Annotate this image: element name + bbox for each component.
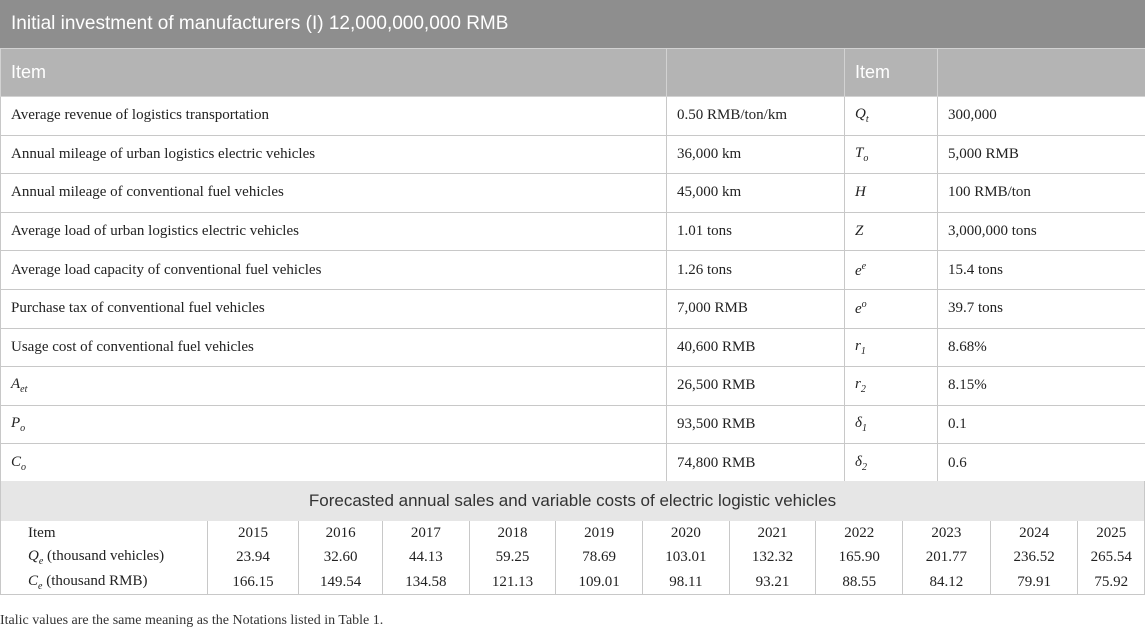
row-symbol: $T_o$ [845, 135, 938, 174]
forecast-ce-cell: 149.54 [299, 570, 383, 595]
forecast-year-cell: 2018 [469, 521, 556, 546]
row-symbol: $r_2$ [845, 367, 938, 406]
row-symbol: $e^e$ [845, 251, 938, 290]
parameters-table [0, 48, 1145, 483]
row-symbol: $e^o$ [845, 289, 938, 328]
row-item: Average load of urban logistics electric vehicles [1, 212, 667, 251]
table-row [1, 212, 1145, 251]
row-symbol-value: 100 RMB/ton [938, 174, 1145, 213]
forecast-qe-cell: 236.52 [990, 546, 1078, 571]
row-item: Average load capacity of conventional fuel vehicles [1, 251, 667, 290]
row-symbol-value: 8.15% [938, 367, 1145, 406]
row-symbol: $r_1$ [845, 328, 938, 367]
row-symbol-value: 0.1 [938, 405, 1145, 444]
row-symbol-value: 0.6 [938, 444, 1145, 483]
forecast-qe-cell: 201.77 [903, 546, 991, 571]
row-symbol-value: 8.68% [938, 328, 1145, 367]
forecast-item-label: Item [1, 521, 208, 546]
forecast-year-cell: 2019 [556, 521, 643, 546]
forecast-qe-cell: 132.32 [729, 546, 816, 571]
forecast-year-cell: 2015 [207, 521, 299, 546]
forecast-ce-cell: 79.91 [990, 570, 1078, 595]
forecast-ce-cell: 88.55 [816, 570, 903, 595]
row-value: 1.26 tons [667, 251, 845, 290]
forecast-ce-cell: 75.92 [1078, 570, 1145, 595]
table-row [1, 328, 1145, 367]
forecast-year-cell: 2023 [903, 521, 991, 546]
forecast-ce-cell: 84.12 [903, 570, 991, 595]
row-symbol: $Q_t$ [845, 97, 938, 136]
forecast-qe-label: $Q_e$ (thousand vehicles) [1, 546, 208, 571]
row-item: Purchase tax of conventional fuel vehicles [1, 289, 667, 328]
footnote: Italic values are the same meaning as the Notations listed in Table 1. [0, 613, 384, 628]
forecast-qe-cell: 78.69 [556, 546, 643, 571]
forecast-qe-row [1, 546, 1145, 571]
table-row [1, 174, 1145, 213]
table-row [1, 405, 1145, 444]
forecast-year-cell: 2016 [299, 521, 383, 546]
forecast-qe-cell: 32.60 [299, 546, 383, 571]
row-symbol-value: 5,000 RMB [938, 135, 1145, 174]
row-symbol: $\delta_2$ [845, 444, 938, 483]
forecast-year-cell: 2020 [643, 521, 730, 546]
forecast-year-cell: 2025 [1078, 521, 1145, 546]
forecast-qe-cell: 265.54 [1078, 546, 1145, 571]
row-value: 93,500 RMB [667, 405, 845, 444]
header-item-2: Item [845, 49, 938, 97]
forecast-year-cell: 2017 [383, 521, 470, 546]
header-item: Item [1, 49, 667, 97]
row-value: 45,000 km [667, 174, 845, 213]
row-symbol: Z [845, 212, 938, 251]
table-row [1, 135, 1145, 174]
row-value: 1.01 tons [667, 212, 845, 251]
row-symbol: $\delta_1$ [845, 405, 938, 444]
forecast-qe-cell: 23.94 [207, 546, 299, 571]
forecast-qe-cell: 165.90 [816, 546, 903, 571]
row-item: Annual mileage of conventional fuel vehicles [1, 174, 667, 213]
forecast-ce-cell: 134.58 [383, 570, 470, 595]
table-title: Initial investment of manufacturers (I) 12,000,000,000 RMB [0, 0, 1145, 48]
forecast-year-cell: 2024 [990, 521, 1078, 546]
table-row [1, 444, 1145, 483]
forecast-ce-cell: 93.21 [729, 570, 816, 595]
forecast-qe-cell: 103.01 [643, 546, 730, 571]
forecast-title: Forecasted annual sales and variable costs of electric logistic vehicles [0, 481, 1145, 521]
row-value: 26,500 RMB [667, 367, 845, 406]
forecast-qe-cell: 44.13 [383, 546, 470, 571]
row-symbol-value: 39.7 tons [938, 289, 1145, 328]
forecast-year-cell: 2021 [729, 521, 816, 546]
row-symbol-value: 3,000,000 tons [938, 212, 1145, 251]
row-item: Annual mileage of urban logistics electric vehicles [1, 135, 667, 174]
forecast-ce-cell: 166.15 [207, 570, 299, 595]
forecast-ce-row [1, 570, 1145, 595]
forecast-ce-label: $C_e$ (thousand RMB) [1, 570, 208, 595]
header-value [667, 49, 845, 97]
row-item: $C_o$ [1, 444, 667, 483]
row-item: Usage cost of conventional fuel vehicles [1, 328, 667, 367]
row-symbol-value: 300,000 [938, 97, 1145, 136]
row-symbol: H [845, 174, 938, 213]
table-row [1, 97, 1145, 136]
forecast-ce-cell: 121.13 [469, 570, 556, 595]
row-item: Average revenue of logistics transportation [1, 97, 667, 136]
row-value: 40,600 RMB [667, 328, 845, 367]
forecast-year-cell: 2022 [816, 521, 903, 546]
forecast-table [0, 521, 1145, 595]
table-row [1, 251, 1145, 290]
table-row [1, 367, 1145, 406]
row-value: 7,000 RMB [667, 289, 845, 328]
row-value: 0.50 RMB/ton/km [667, 97, 845, 136]
row-value: 74,800 RMB [667, 444, 845, 483]
forecast-qe-cell: 59.25 [469, 546, 556, 571]
row-symbol-value: 15.4 tons [938, 251, 1145, 290]
header-value-2 [938, 49, 1145, 97]
table-row [1, 289, 1145, 328]
header-row [1, 49, 1145, 97]
row-item: $A_{et}$ [1, 367, 667, 406]
forecast-ce-cell: 98.11 [643, 570, 730, 595]
forecast-year-row [1, 521, 1145, 546]
row-value: 36,000 km [667, 135, 845, 174]
row-item: $P_o$ [1, 405, 667, 444]
forecast-ce-cell: 109.01 [556, 570, 643, 595]
